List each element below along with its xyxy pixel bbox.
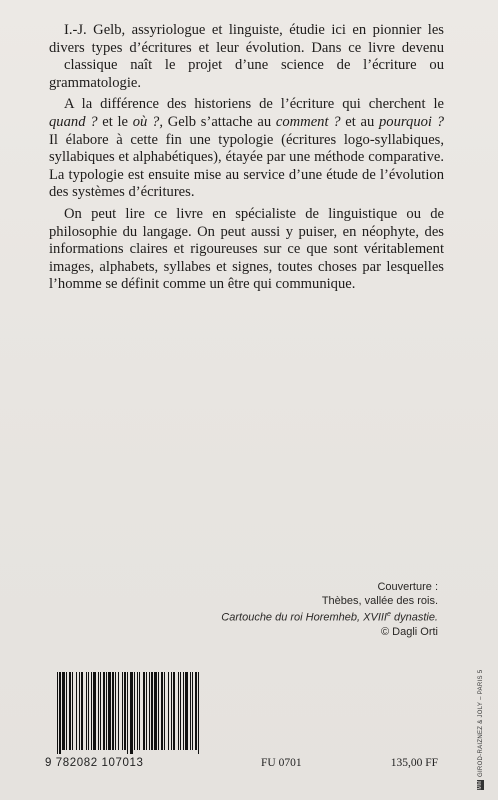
italic-word: comment ? xyxy=(275,113,341,130)
barcode-bar xyxy=(180,672,181,750)
barcode-bar xyxy=(57,672,58,754)
barcode-bar xyxy=(130,672,133,754)
barcode-bar xyxy=(106,672,107,750)
text-line: l’homme se définit comme un être qui communique. xyxy=(49,276,356,293)
price: 135,00 FF xyxy=(390,757,438,769)
barcode-bar xyxy=(185,672,188,750)
barcode-bar xyxy=(72,672,73,750)
barcode-bar xyxy=(154,672,157,750)
barcode-bar xyxy=(195,672,197,750)
barcode-bar xyxy=(134,672,135,750)
barcode-bar xyxy=(112,672,114,750)
text-line: La typologie est ensuite mise au service d’une étude de l’évolution xyxy=(49,166,444,183)
text-fragment: Gelb s’attache au xyxy=(162,113,276,130)
text-line: Il élabore à cette fin une typologie (écritures logo-syllabiques, xyxy=(49,131,444,148)
text-line: On peut lire ce livre en spécialiste de linguistique ou de xyxy=(64,205,444,222)
barcode-bar xyxy=(171,672,172,750)
text-line: classique naît le projet d’une science de l’écriture ou grammatologie. xyxy=(49,57,444,91)
barcode-bar xyxy=(93,672,96,750)
barcode-bar xyxy=(66,672,67,750)
credit-fragment: Cartouche du roi Horemheb, XVIII xyxy=(221,611,387,624)
barcode-bar xyxy=(198,672,199,754)
paragraph-3 xyxy=(49,206,444,294)
barcode-bar xyxy=(69,672,71,750)
barcode-bar xyxy=(100,672,101,750)
barcode-digits: 9 782082 107013 xyxy=(45,757,144,769)
text-fragment: et le xyxy=(97,113,133,130)
text-line: divers types d’écritures et leur évolution. Dans ce livre devenu xyxy=(49,39,444,56)
barcode-bar xyxy=(91,672,92,750)
text-line: informations claires et rigoureuses sur ce que sont véritablement xyxy=(49,241,444,258)
barcode-bar xyxy=(137,672,138,750)
barcode-bar xyxy=(192,672,193,750)
printer-logo: MM xyxy=(477,780,483,790)
barcode-bar xyxy=(108,672,111,750)
paragraph-2 xyxy=(49,96,444,202)
barcode-bar xyxy=(59,672,61,754)
barcode-bar xyxy=(168,672,169,750)
barcode-bar xyxy=(81,672,83,750)
text-fragment: et au xyxy=(340,113,379,130)
cover-credits xyxy=(118,580,438,639)
barcode-bar xyxy=(158,672,159,750)
barcode-bar xyxy=(124,672,126,750)
barcode-bar xyxy=(118,672,119,750)
barcode-bar xyxy=(115,672,116,750)
paragraph-1 xyxy=(49,22,444,92)
credit-line: Thèbes, vallée des rois. xyxy=(321,595,438,607)
barcode-bar xyxy=(178,672,179,750)
barcode-bar xyxy=(62,672,65,750)
barcode-bar xyxy=(98,672,99,750)
barcode-bar xyxy=(161,672,163,750)
credit-line xyxy=(118,608,438,625)
barcode-bar xyxy=(139,672,140,750)
barcode-bar xyxy=(149,672,150,750)
printer-imprint xyxy=(477,670,484,790)
blurb-text xyxy=(49,22,444,298)
credit-line: Couverture : xyxy=(377,581,438,593)
barcode-bar xyxy=(79,672,80,750)
italic-word: où ?, xyxy=(132,113,163,130)
barcode-bar xyxy=(127,672,128,754)
text-line: philosophie du langage. On peut aussi y puiser, en néophyte, des xyxy=(49,223,444,240)
credit-line: © Dagli Orti xyxy=(380,625,438,638)
barcode-bar xyxy=(103,672,105,750)
text-line: des systèmes d’écritures. xyxy=(49,184,195,201)
barcode-bar xyxy=(86,672,87,750)
barcode-bar xyxy=(183,672,184,750)
barcode-bar xyxy=(76,672,77,750)
italic-word: pourquoi ? xyxy=(379,113,444,130)
text-line: A la différence des historiens de l’écriture qui cherchent le xyxy=(64,96,444,113)
barcode-bar xyxy=(164,672,165,750)
catalog-code: FU 0701 xyxy=(261,757,302,769)
text-line: I.-J. Gelb, assyriologue et linguiste, étudie ici en pionnier les xyxy=(64,22,444,38)
barcode-bar xyxy=(122,672,123,750)
barcode-bar xyxy=(146,672,147,750)
barcode-bar xyxy=(88,672,89,750)
italic-word: quand ? xyxy=(49,113,98,130)
barcode-bar xyxy=(143,672,145,750)
barcode-bar xyxy=(173,672,175,750)
printer-name: GIROD-RAIZNEZ & JOLY – PARIS 5 xyxy=(478,669,485,777)
credit-fragment: dynastie. xyxy=(390,611,438,624)
barcode-bar xyxy=(190,672,191,750)
text-line: images, alphabets, syllabes et signes, toutes choses par lesquelles xyxy=(49,258,444,275)
credit-superscript: e xyxy=(387,611,391,618)
text-line: syllabiques et alphabétiques), étayée par une méthode comparative. xyxy=(49,149,444,166)
barcode-bar xyxy=(151,672,153,750)
text-line xyxy=(49,114,444,132)
barcode xyxy=(57,672,200,754)
